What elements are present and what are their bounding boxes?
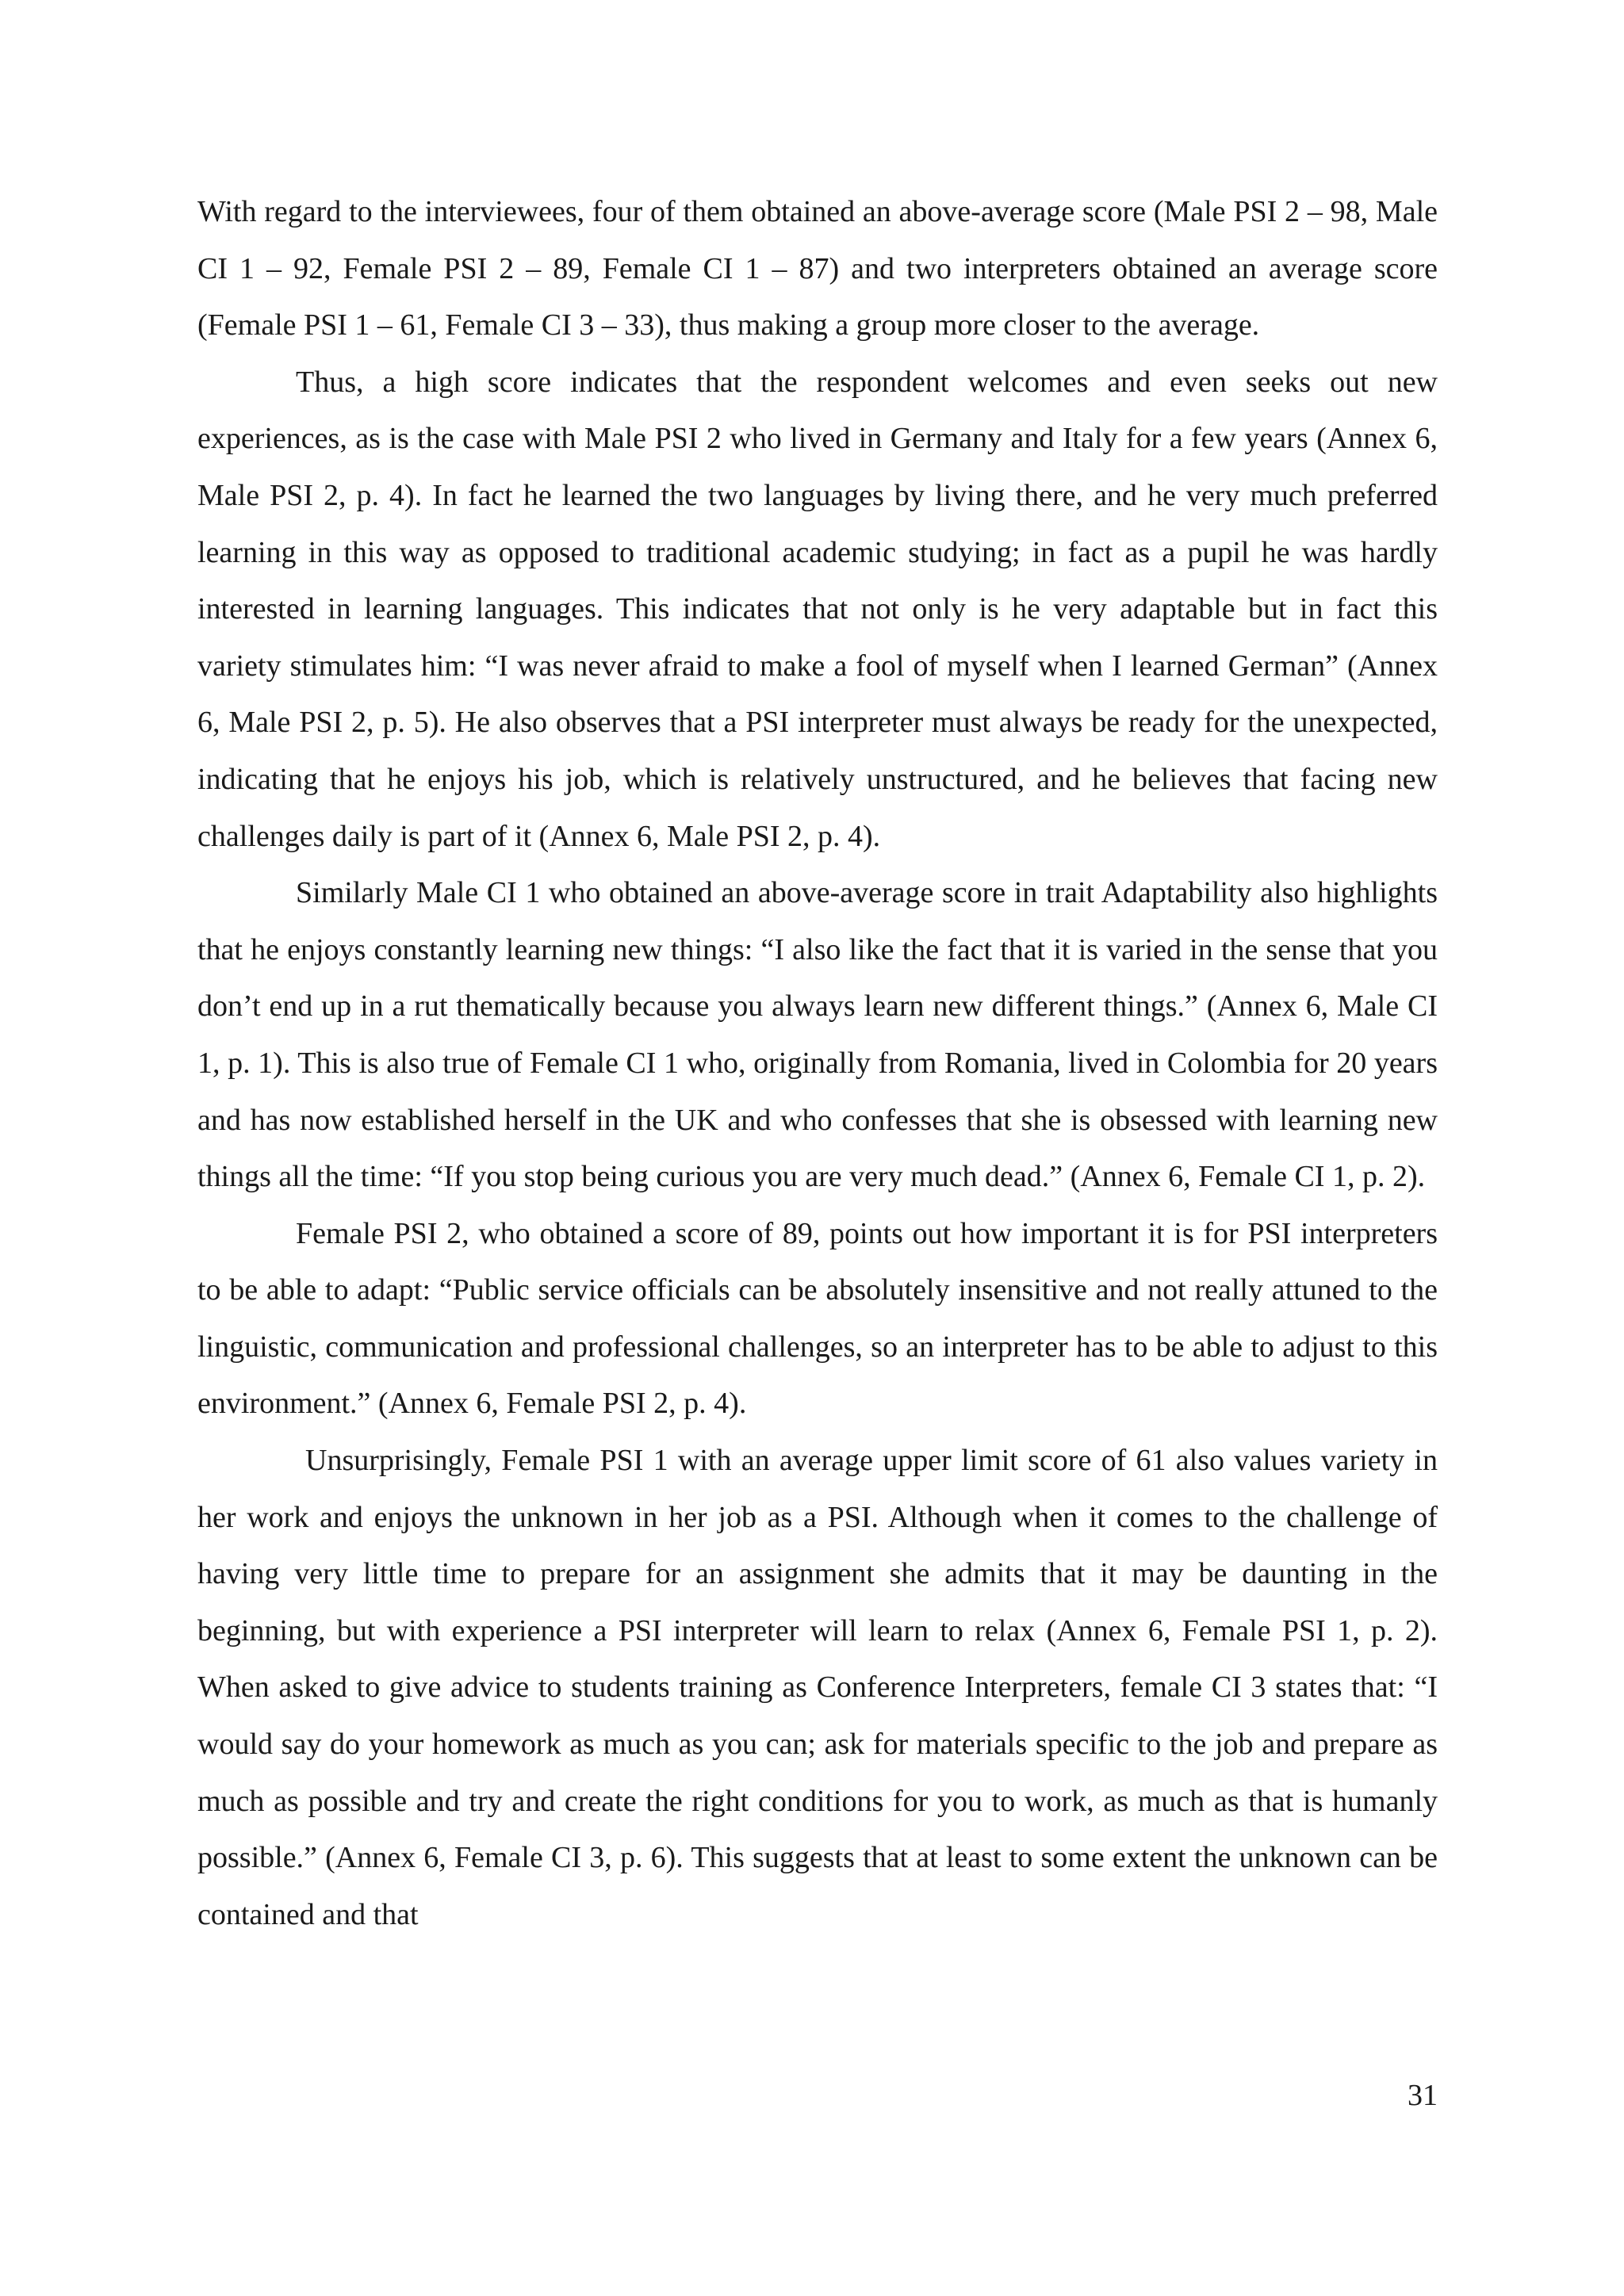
paragraph-interviewee-scores: With regard to the interviewees, four of them obtained an above-average score (Male PSI 2 – 98, Male CI 1 – 92, Female PSI 2 – 89, Female CI 1 – 87) and two interpreters obtained an average score (Female PSI 1 – 61, Female CI 3 – 33), thus making a group more closer to the average. bbox=[197, 195, 1438, 342]
paragraph-female-psi-2: Female PSI 2, who obtained a score of 89, points out how important it is for PSI interpreters to be able to adapt: “Public service officials can be absolutely insensitive and not really attuned to the linguistic, communication and professional challenges, so an interpreter has to be able to adjust to this environment.” (Annex 6, Female PSI 2, p. 4). bbox=[197, 1216, 1438, 1421]
paragraph-male-psi-2: Thus, a high score indicates that the respondent welcomes and even seeks out new experiences, as is the case with Male PSI 2 who lived in Germany and Italy for a few years (Annex 6, Male PSI 2, p. 4). In fact he learned the two languages by living there, and he very much preferred learning in this way as opposed to traditional academic studying; in fact as a pupil he was hardly interested in learning languages. This indicates that not only is he very adaptable but in fact this variety stimulates him: “I was never afraid to make a fool of myself when I learned German” (Annex 6, Male PSI 2, p. 5). He also observes that a PSI interpreter must always be ready for the unexpected, indicating that he enjoys his job, which is relatively unstructured, and he believes that facing new challenges daily is part of it (Annex 6, Male PSI 2, p. 4). bbox=[197, 365, 1438, 853]
page-number: 31 bbox=[1408, 2079, 1438, 2112]
paragraph-female-psi-1: Unsurprisingly, Female PSI 1 with an average upper limit score of 61 also values variety in her work and enjoys the unknown in her job as a PSI. Although when it comes to the challenge of having very little time to prepare for an assignment she admits that it may be daunting in the beginning, but with experience a PSI interpreter will learn to relax (Annex 6, Female PSI 1, p. 2). When asked to give advice to students training as Conference Interpreters, female CI 3 states that: “I would say do your homework as much as you can; ask for materials specific to the job and prepare as much as possible and try and create the right conditions for you to work, as much as that is humanly possible.” (Annex 6, Female CI 3, p. 6). This suggests that at least to some extent the unknown can be contained and that bbox=[197, 1444, 1438, 1931]
body-text bbox=[197, 184, 1438, 1943]
paragraph-male-ci-1: Similarly Male CI 1 who obtained an above-average score in trait Adaptability also highlights that he enjoys constantly learning new things: “I also like the fact that it is varied in the sense that you don’t end up in a rut thematically because you always learn new different things.” (Annex 6, Male CI 1, p. 1). This is also true of Female CI 1 who, originally from Romania, lived in Colombia for 20 years and has now established herself in the UK and who confesses that she is obsessed with learning new things all the time: “If you stop being curious you are very much dead.” (Annex 6, Female CI 1, p. 2). bbox=[197, 876, 1438, 1194]
